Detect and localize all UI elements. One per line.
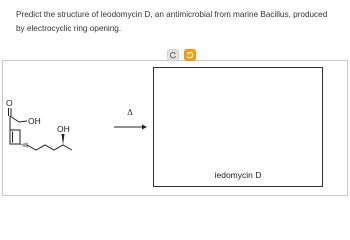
redo-button[interactable]	[184, 49, 196, 61]
side-chain	[27, 145, 72, 150]
bond-choh-oh	[19, 121, 27, 122]
redo-icon	[186, 51, 194, 59]
undo-icon	[169, 51, 177, 59]
arrow-icon	[112, 112, 148, 136]
bold-wedge-bond	[62, 134, 65, 145]
undo-button[interactable]	[167, 49, 179, 61]
bond-c-choh	[10, 116, 19, 122]
atom-oh1-label: OH	[28, 116, 41, 126]
reactant-structure	[6, 92, 116, 182]
product-name-label: iedomycin D	[214, 170, 262, 180]
answer-drawing-box[interactable]	[153, 67, 323, 187]
reaction-arrow	[112, 108, 148, 136]
atom-o-label: O	[6, 98, 13, 108]
heat-condition: Δ	[127, 108, 133, 117]
cyclobutene-ring	[10, 130, 20, 144]
question-prompt: Predict the structure of leodomycin D, an antimicrobial from marine Bacillus, produced by electrocyclic ring opening.	[16, 10, 328, 33]
atom-oh2-label: OH	[57, 124, 70, 134]
hashed-wedge-bond	[21, 143, 27, 148]
